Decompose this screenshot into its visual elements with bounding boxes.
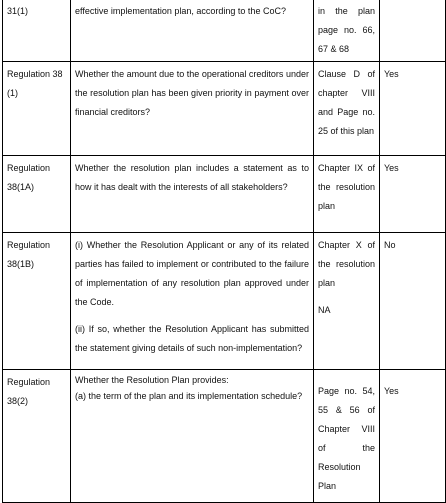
table-row xyxy=(3,156,446,233)
reference-part-1: Chapter X of the resolution plan xyxy=(318,240,375,288)
regulation-cell: 31(1) xyxy=(3,0,71,62)
reference-cell: in the plan page no. 66, 67 & 68 xyxy=(314,0,380,62)
compliance-cell xyxy=(380,0,446,62)
table-row xyxy=(3,233,446,370)
question-cell: effective implementation plan, according to the CoC? xyxy=(71,0,314,62)
reference-cell: Clause D of chapter VIII and Page no. 25 of this plan xyxy=(314,62,380,156)
question-heading: Whether the Resolution Plan provides: xyxy=(75,375,229,385)
reference-cell xyxy=(314,233,380,370)
table-row xyxy=(3,62,446,156)
compliance-cell xyxy=(380,370,446,503)
table-row xyxy=(3,370,446,503)
compliance-cell: Yes xyxy=(380,62,446,156)
reference-text: Page no. 54, 55 & 56 of Chapter VIII of the Resolution Plan xyxy=(318,386,375,491)
question-cell: Whether the resolution plan includes a statement as to how it has dealt with the interests of all stakeholders? xyxy=(71,156,314,233)
compliance-cell: Yes xyxy=(380,156,446,233)
question-part-2: (ii) If so, whether the Resolution Applicant has submitted the statement giving details of such non-implementation? xyxy=(75,324,309,353)
compliance-text: Yes xyxy=(384,386,399,396)
compliance-table xyxy=(2,0,446,503)
question-cell xyxy=(71,370,314,503)
regulation-cell: Regulation 38 (1) xyxy=(3,62,71,156)
question-item: (a) the term of the plan and its implementation schedule? xyxy=(75,391,303,401)
regulation-cell: Regulation 38(1B) xyxy=(3,233,71,370)
reference-cell: Chapter IX of the resolution plan xyxy=(314,156,380,233)
question-cell xyxy=(71,233,314,370)
compliance-cell: No xyxy=(380,233,446,370)
regulation-cell: Regulation 38(1A) xyxy=(3,156,71,233)
table-row xyxy=(3,0,446,62)
reference-part-2: NA xyxy=(318,305,331,315)
reference-cell xyxy=(314,370,380,503)
regulation-cell: Regulation 38(2) xyxy=(3,370,71,503)
question-part-1: (i) Whether the Resolution Applicant or any of its related parties has failed to implement or contributed to the failure of implementation of any resolution plan approved under the Code. xyxy=(75,240,309,307)
question-cell: Whether the amount due to the operational creditors under the resolution plan has been given priority in payment over financial creditors? xyxy=(71,62,314,156)
